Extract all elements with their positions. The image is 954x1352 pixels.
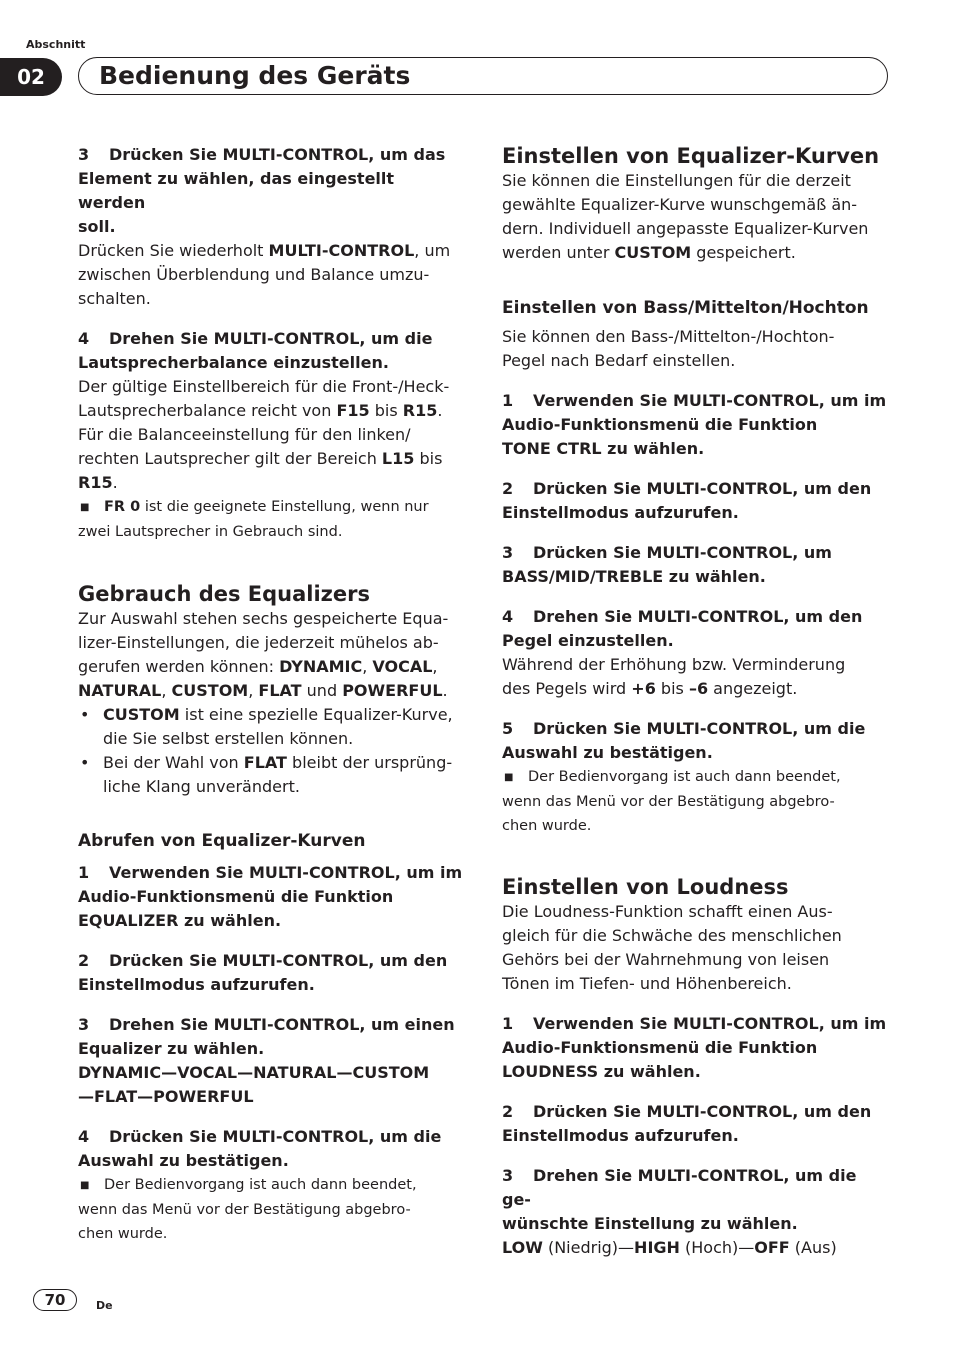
tone-step-4: 4 Drehen Sie MULTI-CONTROL, um den Pegel einzustellen. xyxy=(502,607,863,650)
loudness-step-3: 3 Drehen Sie MULTI-CONTROL, um die ge- wünschte Einstellung zu wählen. xyxy=(502,1166,857,1233)
tone-step-4-body: Während der Erhöhung bzw. Verminderung des Pegels wird +6 bis –6 angezeigt. xyxy=(502,655,846,698)
tone-step-1: 1 Verwenden Sie MULTI-CONTROL, um im Audio-Funktionsmenü die Funktion TONE CTRL zu wählen. xyxy=(502,391,887,458)
heading-gebrauch-equalizer: Gebrauch des Equalizers xyxy=(78,582,371,606)
abrufen-step-2: 2 Drücken Sie MULTI-CONTROL, um den Einstellmodus aufzurufen. xyxy=(78,951,448,994)
section-number-badge: 02 xyxy=(0,58,62,96)
step-3-title: 3 Drücken Sie MULTI-CONTROL, um das Element zu wählen, das eingestellt werden soll. xyxy=(78,145,446,236)
note-square-icon: ■ xyxy=(504,772,514,783)
page-number: 70 xyxy=(33,1289,77,1311)
loudness-body: Die Loudness-Funktion schafft einen Aus- gleich für die Schwäche des menschlichen Gehörs bei der Wahrnehmung von leisen Tönen im Tiefen- und Höhenbereich. xyxy=(502,902,842,993)
section-label: Abschnitt xyxy=(26,38,86,51)
heading-loudness: Einstellen von Loudness xyxy=(502,875,789,899)
loudness-step-2: 2 Drücken Sie MULTI-CONTROL, um den Einstellmodus aufzurufen. xyxy=(502,1102,872,1145)
loudness-options: LOW (Niedrig)—HIGH (Hoch)—OFF (Aus) xyxy=(502,1238,837,1257)
tone-note: ■ Der Bedienvorgang ist auch dann beendet, wenn das Menü vor der Bestätigung abgebro- chen wurde. xyxy=(502,765,890,838)
bullet-custom: • CUSTOM ist eine spezielle Equalizer-Kurve, die Sie selbst erstellen können. xyxy=(80,705,453,748)
section-title: Bedienung des Geräts xyxy=(99,61,411,90)
heading-bass-mittelton-hochton: Einstellen von Bass/Mittelton/Hochton xyxy=(502,298,869,318)
equalizer-kurven-body: Sie können die Einstellungen für die derzeit gewählte Equalizer-Kurve wunschgemäß än- dern. Individuell angepasste Equalizer-Kurven werden unter CUSTOM gespeichert. xyxy=(502,171,869,262)
abrufen-note: ■ Der Bedienvorgang ist auch dann beendet, wenn das Menü vor der Bestätigung abgebro- chen wurde. xyxy=(78,1173,466,1246)
language-code: De xyxy=(96,1299,113,1312)
equalizer-intro: Zur Auswahl stehen sechs gespeicherte Equa- lizer-Einstellungen, die jederzeit mühelos ab- gerufen werden können: DYNAMIC, VOCAL, NATURAL, CUSTOM, FLAT und POWERFUL. xyxy=(78,609,449,700)
heading-equalizer-kurven: Einstellen von Equalizer-Kurven xyxy=(502,144,880,168)
abrufen-step-4: 4 Drücken Sie MULTI-CONTROL, um die Auswahl zu bestätigen. xyxy=(78,1127,442,1170)
abrufen-step-3: 3 Drehen Sie MULTI-CONTROL, um einen Equalizer zu wählen. DYNAMIC—VOCAL—NATURAL—CUSTOM —FLAT—POWERFUL xyxy=(78,1015,455,1106)
abrufen-step-1: 1 Verwenden Sie MULTI-CONTROL, um im Audio-Funktionsmenü die Funktion EQUALIZER zu wählen. xyxy=(78,863,463,930)
bullet-icon: • xyxy=(80,705,90,724)
bullet-flat: • Bei der Wahl von FLAT bleibt der ursprüng- liche Klang unverändert. xyxy=(80,753,453,796)
heading-abrufen-equalizer: Abrufen von Equalizer-Kurven xyxy=(78,831,366,851)
note-square-icon: ■ xyxy=(80,502,90,513)
step-4-title: 4 Drehen Sie MULTI-CONTROL, um die Lautsprecherbalance einzustellen. xyxy=(78,329,433,372)
bullet-icon: • xyxy=(80,753,90,772)
step-3-body: Drücken Sie wiederholt MULTI-CONTROL, um zwischen Überblendung und Balance umzu- schalten. xyxy=(78,241,451,308)
step-4-body: Der gültige Einstellbereich für die Front-/Heck- Lautsprecherbalance reicht von F15 bis R15. Für die Balanceeinstellung für den linken/ rechten Lautsprecher gilt der Bereich L15 bis R15. xyxy=(78,377,450,492)
step-4-note: ■ FR 0 ist die geeignete Einstellung, wenn nur zwei Lautsprecher in Gebrauch sind. xyxy=(78,495,466,544)
tone-step-3: 3 Drücken Sie MULTI-CONTROL, um BASS/MID/TREBLE zu wählen. xyxy=(502,543,832,586)
left-column xyxy=(78,143,466,1246)
tone-step-5: 5 Drücken Sie MULTI-CONTROL, um die Auswahl zu bestätigen. xyxy=(502,719,866,762)
right-column xyxy=(502,143,890,1260)
bass-body: Sie können den Bass-/Mittelton-/Hochton- Pegel nach Bedarf einstellen. xyxy=(502,327,835,370)
loudness-step-1: 1 Verwenden Sie MULTI-CONTROL, um im Audio-Funktionsmenü die Funktion LOUDNESS zu wählen. xyxy=(502,1014,887,1081)
note-square-icon: ■ xyxy=(80,1180,90,1191)
tone-step-2: 2 Drücken Sie MULTI-CONTROL, um den Einstellmodus aufzurufen. xyxy=(502,479,872,522)
